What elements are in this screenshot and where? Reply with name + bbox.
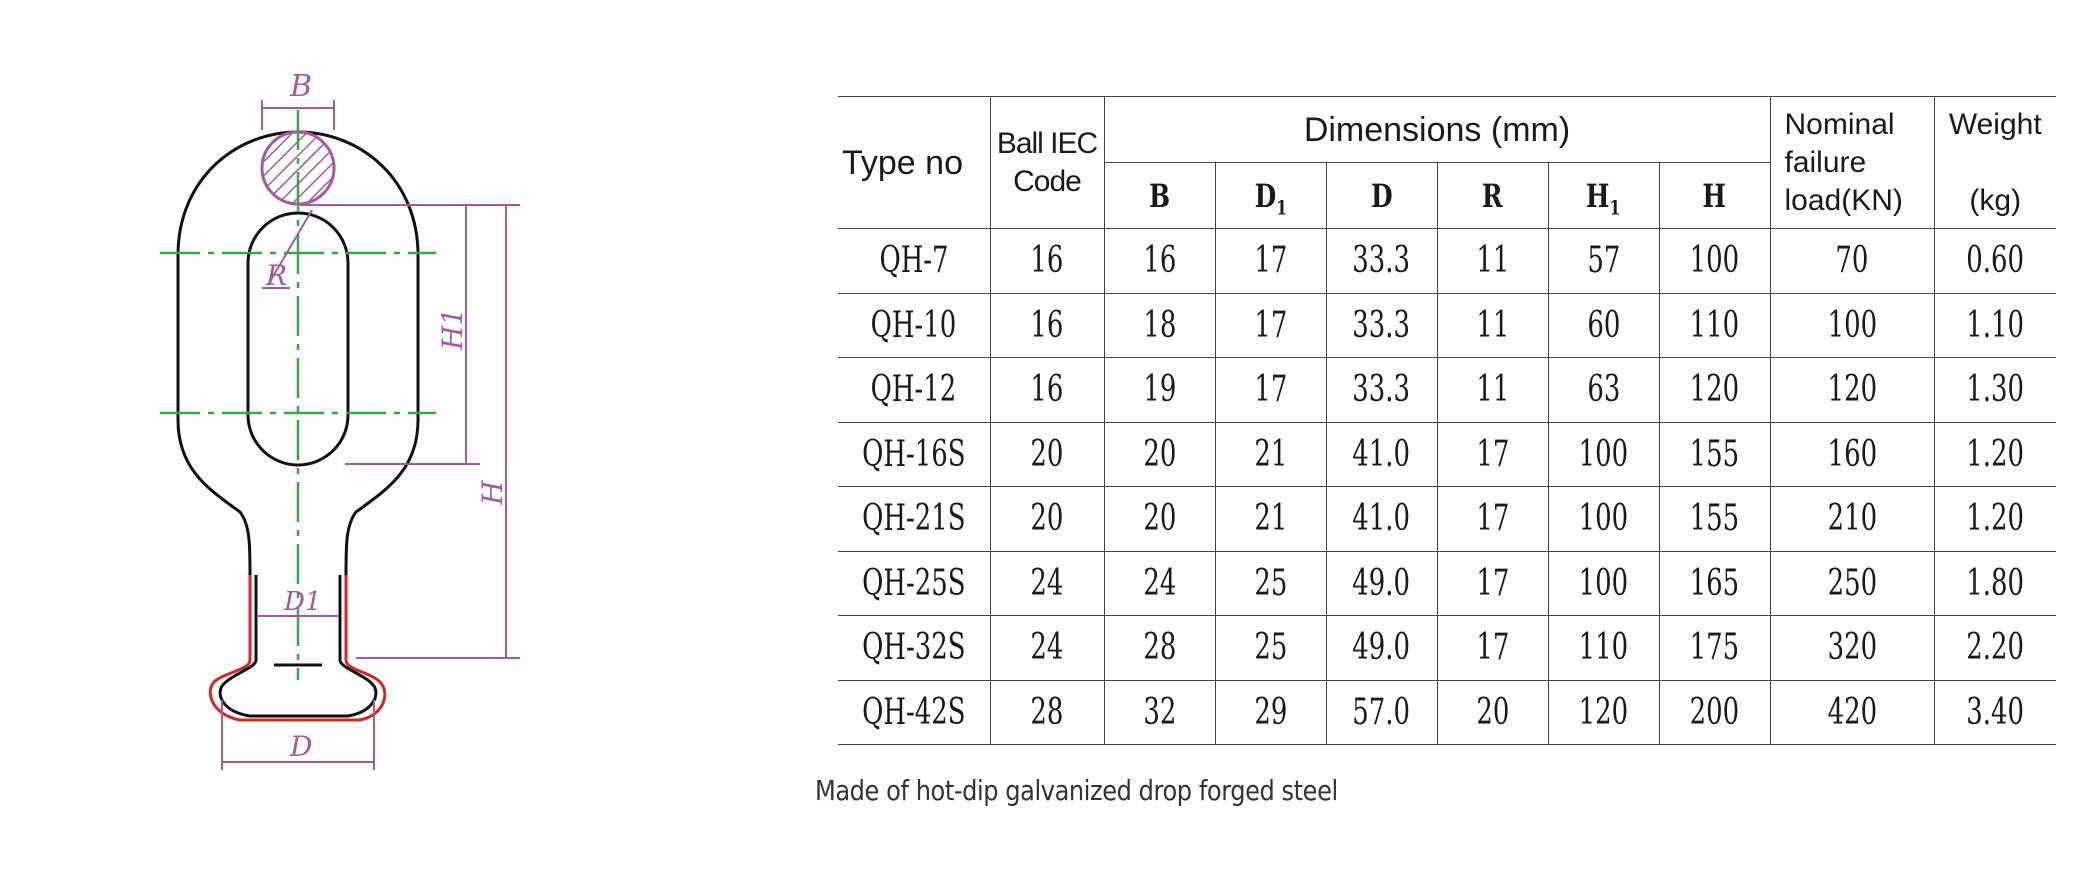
table-cell-d: 49.0 xyxy=(1326,616,1437,681)
table-cell-h1: 120 xyxy=(1548,680,1659,745)
subheader-d: D xyxy=(1326,163,1437,229)
table-cell-r: 20 xyxy=(1437,680,1548,745)
table-cell-code: 16 xyxy=(990,293,1104,358)
table-cell-r: 11 xyxy=(1437,229,1548,294)
table-cell-r: 17 xyxy=(1437,422,1548,487)
table-cell-d1: 17 xyxy=(1215,229,1326,294)
subheader-h1: $H_1$ xyxy=(1548,163,1659,229)
table-cell-weight: 1.10 xyxy=(1934,293,2056,358)
table-cell-load: 70 xyxy=(1770,229,1934,294)
dimension-b-label: B xyxy=(290,69,313,104)
dimension-d-label: D xyxy=(290,730,313,763)
table-cell-d1: 25 xyxy=(1215,551,1326,616)
table-cell-h: 155 xyxy=(1659,487,1770,552)
table-cell-h1: 60 xyxy=(1548,293,1659,358)
table-cell-h: 175 xyxy=(1659,616,1770,681)
table-cell-code: 24 xyxy=(990,551,1104,616)
table-cell-h: 155 xyxy=(1659,422,1770,487)
table-cell-load: 320 xyxy=(1770,616,1934,681)
table-cell-type: QH-42S xyxy=(838,680,990,745)
table-cell-d: 33.3 xyxy=(1326,229,1437,294)
table-cell-b: 20 xyxy=(1104,422,1215,487)
table-cell-code: 20 xyxy=(990,487,1104,552)
table-cell-b: 24 xyxy=(1104,551,1215,616)
table-cell-load: 210 xyxy=(1770,487,1934,552)
table-cell-h: 120 xyxy=(1659,358,1770,423)
ball-eye-technical-drawing xyxy=(140,60,540,800)
table-cell-h1: 100 xyxy=(1548,551,1659,616)
specifications-table xyxy=(838,96,2056,745)
table-cell-b: 20 xyxy=(1104,487,1215,552)
table-cell-b: 28 xyxy=(1104,616,1215,681)
table-cell-type: QH-10 xyxy=(838,293,990,358)
table-cell-load: 120 xyxy=(1770,358,1934,423)
subheader-b: B xyxy=(1104,163,1215,229)
table-cell-weight: 1.80 xyxy=(1934,551,2056,616)
table-cell-d: 41.0 xyxy=(1326,422,1437,487)
table-cell-d: 49.0 xyxy=(1326,551,1437,616)
table-cell-type: QH-12 xyxy=(838,358,990,423)
table-cell-type: QH-21S xyxy=(838,487,990,552)
table-cell-code: 20 xyxy=(990,422,1104,487)
table-row xyxy=(838,680,2056,745)
dimension-d1-label: D1 xyxy=(284,587,322,617)
table-row xyxy=(838,358,2056,423)
table-cell-load: 160 xyxy=(1770,422,1934,487)
subheader-d1: $D_1$ xyxy=(1215,163,1326,229)
header-ball-iec-code: Ball IEC Code xyxy=(990,97,1104,229)
table-cell-d: 57.0 xyxy=(1326,680,1437,745)
subheader-h: H xyxy=(1659,163,1770,229)
table-cell-b: 32 xyxy=(1104,680,1215,745)
table-cell-weight: 0.60 xyxy=(1934,229,2056,294)
table-cell-h1: 57 xyxy=(1548,229,1659,294)
dimension-r-label: R xyxy=(266,259,288,292)
table-cell-d: 33.3 xyxy=(1326,293,1437,358)
table-cell-type: QH-7 xyxy=(838,229,990,294)
table-cell-b: 16 xyxy=(1104,229,1215,294)
table-cell-d: 41.0 xyxy=(1326,487,1437,552)
dimension-h-label: H xyxy=(476,480,509,505)
table-cell-h1: 63 xyxy=(1548,358,1659,423)
table-cell-r: 17 xyxy=(1437,551,1548,616)
table-row xyxy=(838,422,2056,487)
header-type-no: Type no xyxy=(838,97,990,229)
table-cell-h1: 110 xyxy=(1548,616,1659,681)
table-cell-r: 11 xyxy=(1437,293,1548,358)
table-cell-weight: 2.20 xyxy=(1934,616,2056,681)
table-cell-type: QH-16S xyxy=(838,422,990,487)
table-row xyxy=(838,616,2056,681)
table-cell-code: 16 xyxy=(990,358,1104,423)
table-cell-h: 200 xyxy=(1659,680,1770,745)
table-cell-d1: 25 xyxy=(1215,616,1326,681)
subheader-r: R xyxy=(1437,163,1548,229)
table-cell-code: 24 xyxy=(990,616,1104,681)
table-cell-load: 420 xyxy=(1770,680,1934,745)
table-cell-weight: 1.20 xyxy=(1934,487,2056,552)
table-cell-b: 19 xyxy=(1104,358,1215,423)
table-cell-h: 110 xyxy=(1659,293,1770,358)
table-cell-d1: 21 xyxy=(1215,422,1326,487)
header-dimensions: Dimensions (mm) xyxy=(1104,97,1770,163)
table-cell-h1: 100 xyxy=(1548,422,1659,487)
table-cell-code: 16 xyxy=(990,229,1104,294)
table-row xyxy=(838,551,2056,616)
header-weight: Weight (kg) xyxy=(1934,97,2056,229)
dimension-h xyxy=(300,205,520,658)
table-cell-h: 165 xyxy=(1659,551,1770,616)
table-cell-d1: 29 xyxy=(1215,680,1326,745)
table-cell-r: 17 xyxy=(1437,616,1548,681)
table-cell-load: 250 xyxy=(1770,551,1934,616)
table-cell-b: 18 xyxy=(1104,293,1215,358)
table-cell-h: 100 xyxy=(1659,229,1770,294)
table-cell-type: QH-25S xyxy=(838,551,990,616)
table-cell-weight: 1.30 xyxy=(1934,358,2056,423)
table-cell-weight: 3.40 xyxy=(1934,680,2056,745)
table-cell-type: QH-32S xyxy=(838,616,990,681)
table-cell-weight: 1.20 xyxy=(1934,422,2056,487)
table-cell-h1: 100 xyxy=(1548,487,1659,552)
header-nominal-failure-load: Nominal failure load(KN) xyxy=(1770,97,1934,229)
table-cell-d1: 17 xyxy=(1215,358,1326,423)
table-row xyxy=(838,487,2056,552)
table-cell-code: 28 xyxy=(990,680,1104,745)
table-row xyxy=(838,293,2056,358)
table-cell-r: 17 xyxy=(1437,487,1548,552)
table-row xyxy=(838,229,2056,294)
table-cell-d1: 21 xyxy=(1215,487,1326,552)
table-cell-d1: 17 xyxy=(1215,293,1326,358)
dimension-h1-label: H1 xyxy=(436,307,469,350)
table-cell-r: 11 xyxy=(1437,358,1548,423)
material-note: Made of hot-dip galvanized drop forged steel xyxy=(815,774,1338,807)
table-cell-load: 100 xyxy=(1770,293,1934,358)
table-cell-d: 33.3 xyxy=(1326,358,1437,423)
